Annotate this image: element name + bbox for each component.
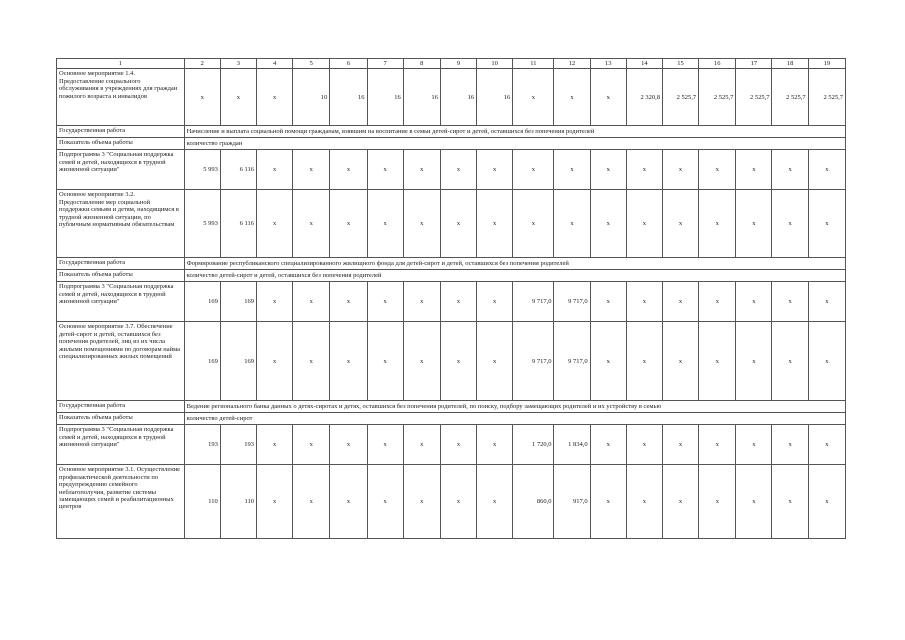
value-cell: x bbox=[330, 190, 367, 258]
value-cell: 169 bbox=[184, 282, 220, 322]
value-cell: x bbox=[772, 150, 808, 190]
value-cell: x bbox=[367, 150, 403, 190]
row-name-cell: Основное мероприятие 3.2. Предоставление мер социальной поддержки семьям и детям, находящимся в трудной жизненной ситуации, по публичным нормативным обязательствам bbox=[57, 190, 185, 258]
value-cell: x bbox=[626, 190, 662, 258]
value-cell: x bbox=[256, 425, 292, 465]
value-cell: 860,0 bbox=[513, 465, 554, 539]
work-description-row bbox=[57, 401, 846, 413]
value-cell: x bbox=[256, 150, 292, 190]
value-cell: x bbox=[403, 465, 440, 539]
value-cell: 110 bbox=[220, 465, 256, 539]
value-cell: x bbox=[440, 282, 476, 322]
work-description-cell: Ведение регионального банка данных о детях-сиротах и детях, оставшихся без попечения родителей, по поиску, подбору замещающих родителей и их устройству в семью bbox=[184, 401, 845, 413]
value-cell: x bbox=[590, 69, 626, 126]
value-cell: x bbox=[699, 150, 736, 190]
value-cell: x bbox=[626, 282, 662, 322]
row-name-cell: Показатель объема работы bbox=[57, 138, 185, 150]
value-cell: x bbox=[184, 69, 220, 126]
value-cell: x bbox=[772, 425, 808, 465]
value-cell: x bbox=[403, 190, 440, 258]
value-cell: x bbox=[256, 465, 292, 539]
value-cell: x bbox=[590, 190, 626, 258]
value-cell: x bbox=[662, 322, 698, 401]
value-cell: x bbox=[440, 190, 476, 258]
value-cell: x bbox=[662, 465, 698, 539]
value-cell: 193 bbox=[184, 425, 220, 465]
value-cell: x bbox=[403, 425, 440, 465]
work-description-cell: количество граждан bbox=[184, 138, 845, 150]
value-cell: x bbox=[293, 322, 330, 401]
value-cell: x bbox=[477, 465, 513, 539]
value-cell: x bbox=[736, 465, 772, 539]
row-name-cell: Подпрограмма 3 "Социальная поддержка семей и детей, находящихся в трудной жизненной ситуации" bbox=[57, 282, 185, 322]
value-cell: 16 bbox=[367, 69, 403, 126]
value-cell: x bbox=[293, 282, 330, 322]
work-description-row bbox=[57, 270, 846, 282]
value-cell: x bbox=[699, 282, 736, 322]
value-cell: x bbox=[330, 322, 367, 401]
value-cell: x bbox=[403, 282, 440, 322]
value-cell: x bbox=[256, 282, 292, 322]
row-name-cell: Основное мероприятие 3.7. Обеспечение детей-сирот и детей, оставшихся без попечения родителей, лиц из их числа жилыми помещениями по договорам найма специализированных жилых помещений bbox=[57, 322, 185, 401]
column-number-cell: 6 bbox=[330, 59, 367, 69]
column-number-cell: 9 bbox=[440, 59, 476, 69]
value-cell: x bbox=[330, 150, 367, 190]
value-cell: x bbox=[513, 69, 554, 126]
value-cell: x bbox=[330, 425, 367, 465]
column-number-cell: 10 bbox=[477, 59, 513, 69]
row-name-cell: Основное мероприятие 1.4. Предоставление социального обслуживания в учреждениях для граждан пожилого возраста и инвалидов bbox=[57, 69, 185, 126]
column-number-cell: 15 bbox=[662, 59, 698, 69]
value-cell: 16 bbox=[403, 69, 440, 126]
value-cell: 2 525,7 bbox=[808, 69, 845, 126]
column-number-cell: 5 bbox=[293, 59, 330, 69]
value-cell: 169 bbox=[220, 322, 256, 401]
column-number-cell: 16 bbox=[699, 59, 736, 69]
value-cell: x bbox=[736, 190, 772, 258]
value-cell: 193 bbox=[220, 425, 256, 465]
value-cell: 2 525,7 bbox=[772, 69, 808, 126]
value-cell: x bbox=[477, 150, 513, 190]
value-cell: x bbox=[772, 465, 808, 539]
row-name-cell: Основное мероприятие 3.1. Осуществление профилактической деятельности по предупреждению семейного неблагополучия, развитие системы замещающих семей и реабилитационных центров bbox=[57, 465, 185, 539]
row-name-cell: Государственная работа bbox=[57, 401, 185, 413]
value-cell: x bbox=[440, 322, 476, 401]
value-cell: x bbox=[699, 322, 736, 401]
value-cell: 6 116 bbox=[220, 150, 256, 190]
value-cell: 9 717,0 bbox=[554, 322, 590, 401]
value-cell: x bbox=[513, 190, 554, 258]
value-cell: x bbox=[256, 322, 292, 401]
column-number-cell: 11 bbox=[513, 59, 554, 69]
value-cell: 110 bbox=[184, 465, 220, 539]
indicators-table bbox=[56, 58, 846, 539]
work-description-cell: количество детей-сирот bbox=[184, 413, 845, 425]
value-cell: x bbox=[772, 190, 808, 258]
value-cell: x bbox=[662, 282, 698, 322]
column-number-cell: 8 bbox=[403, 59, 440, 69]
work-description-cell: Начисление и выплата социальной помощи гражданам, взявшим на воспитание в семьи детей-сирот и детей, оставшихся без попечения родителей bbox=[184, 126, 845, 138]
table-row bbox=[57, 322, 846, 401]
column-number-cell: 1 bbox=[57, 59, 185, 69]
value-cell: x bbox=[699, 190, 736, 258]
value-cell: 917,0 bbox=[554, 465, 590, 539]
value-cell: x bbox=[808, 150, 845, 190]
value-cell: 169 bbox=[184, 322, 220, 401]
value-cell: x bbox=[367, 465, 403, 539]
value-cell: x bbox=[367, 190, 403, 258]
value-cell: 1 834,0 bbox=[554, 425, 590, 465]
value-cell: x bbox=[662, 425, 698, 465]
work-description-row bbox=[57, 138, 846, 150]
value-cell: 16 bbox=[440, 69, 476, 126]
value-cell: 16 bbox=[330, 69, 367, 126]
table-row bbox=[57, 282, 846, 322]
value-cell: 2 525,7 bbox=[662, 69, 698, 126]
value-cell: x bbox=[367, 425, 403, 465]
value-cell: x bbox=[590, 282, 626, 322]
value-cell: x bbox=[736, 322, 772, 401]
table-row bbox=[57, 425, 846, 465]
value-cell: x bbox=[626, 425, 662, 465]
column-number-cell: 4 bbox=[256, 59, 292, 69]
value-cell: 9 717,0 bbox=[513, 322, 554, 401]
value-cell: x bbox=[513, 150, 554, 190]
value-cell: x bbox=[736, 425, 772, 465]
header-row bbox=[57, 59, 846, 69]
column-number-cell: 18 bbox=[772, 59, 808, 69]
value-cell: 10 bbox=[293, 69, 330, 126]
value-cell: 6 116 bbox=[220, 190, 256, 258]
value-cell: 2 320,8 bbox=[626, 69, 662, 126]
value-cell: x bbox=[736, 282, 772, 322]
column-number-cell: 19 bbox=[808, 59, 845, 69]
value-cell: x bbox=[662, 190, 698, 258]
value-cell: x bbox=[440, 150, 476, 190]
value-cell: x bbox=[220, 69, 256, 126]
value-cell: x bbox=[477, 322, 513, 401]
value-cell: x bbox=[808, 425, 845, 465]
row-name-cell: Подпрограмма 3 "Социальная поддержка семей и детей, находящихся в трудной жизненной ситуации" bbox=[57, 425, 185, 465]
column-number-cell: 3 bbox=[220, 59, 256, 69]
row-name-cell: Государственная работа bbox=[57, 126, 185, 138]
row-name-cell: Показатель объема работы bbox=[57, 270, 185, 282]
value-cell: x bbox=[293, 425, 330, 465]
column-number-cell: 12 bbox=[554, 59, 590, 69]
value-cell: 169 bbox=[220, 282, 256, 322]
value-cell: 5 993 bbox=[184, 190, 220, 258]
value-cell: x bbox=[330, 465, 367, 539]
value-cell: x bbox=[293, 465, 330, 539]
table-row bbox=[57, 69, 846, 126]
value-cell: x bbox=[330, 282, 367, 322]
document-page bbox=[56, 58, 846, 539]
value-cell: 16 bbox=[477, 69, 513, 126]
table-row bbox=[57, 150, 846, 190]
row-name-cell: Показатель объема работы bbox=[57, 413, 185, 425]
value-cell: x bbox=[403, 150, 440, 190]
value-cell: x bbox=[477, 282, 513, 322]
table-row bbox=[57, 190, 846, 258]
value-cell: x bbox=[590, 150, 626, 190]
value-cell: x bbox=[590, 465, 626, 539]
value-cell: 2 525,7 bbox=[736, 69, 772, 126]
value-cell: x bbox=[256, 69, 292, 126]
work-description-row bbox=[57, 258, 846, 270]
value-cell: x bbox=[256, 190, 292, 258]
value-cell: x bbox=[808, 282, 845, 322]
value-cell: x bbox=[699, 425, 736, 465]
value-cell: x bbox=[293, 190, 330, 258]
value-cell: 1 720,0 bbox=[513, 425, 554, 465]
value-cell: x bbox=[808, 322, 845, 401]
value-cell: 5 993 bbox=[184, 150, 220, 190]
value-cell: x bbox=[367, 282, 403, 322]
value-cell: x bbox=[403, 322, 440, 401]
value-cell: x bbox=[590, 425, 626, 465]
value-cell: x bbox=[367, 322, 403, 401]
row-name-cell: Государственная работа bbox=[57, 258, 185, 270]
value-cell: 9 717,0 bbox=[554, 282, 590, 322]
work-description-row bbox=[57, 126, 846, 138]
value-cell: x bbox=[590, 322, 626, 401]
value-cell: 9 717,0 bbox=[513, 282, 554, 322]
value-cell: x bbox=[554, 69, 590, 126]
value-cell: x bbox=[808, 190, 845, 258]
value-cell: x bbox=[626, 150, 662, 190]
value-cell: x bbox=[699, 465, 736, 539]
value-cell: x bbox=[808, 465, 845, 539]
value-cell: x bbox=[736, 150, 772, 190]
value-cell: x bbox=[293, 150, 330, 190]
row-name-cell: Подпрограмма 3 "Социальная поддержка семей и детей, находящихся в трудной жизненной ситуации" bbox=[57, 150, 185, 190]
value-cell: x bbox=[772, 282, 808, 322]
column-number-cell: 17 bbox=[736, 59, 772, 69]
column-number-cell: 2 bbox=[184, 59, 220, 69]
value-cell: x bbox=[440, 465, 476, 539]
work-description-cell: Формирование республиканского специализированного жилищного фонда для детей-сирот и детей, оставшихся без попечения родителей bbox=[184, 258, 845, 270]
value-cell: x bbox=[554, 150, 590, 190]
value-cell: x bbox=[554, 190, 590, 258]
value-cell: x bbox=[662, 150, 698, 190]
value-cell: x bbox=[477, 190, 513, 258]
value-cell: x bbox=[772, 322, 808, 401]
value-cell: x bbox=[440, 425, 476, 465]
work-description-cell: количество детей-сирот и детей, оставшихся без попечения родителей bbox=[184, 270, 845, 282]
table-row bbox=[57, 465, 846, 539]
column-number-cell: 7 bbox=[367, 59, 403, 69]
value-cell: x bbox=[477, 425, 513, 465]
table-body bbox=[57, 59, 846, 539]
value-cell: 2 525,7 bbox=[699, 69, 736, 126]
value-cell: x bbox=[626, 465, 662, 539]
column-number-cell: 14 bbox=[626, 59, 662, 69]
column-number-cell: 13 bbox=[590, 59, 626, 69]
value-cell: x bbox=[626, 322, 662, 401]
work-description-row bbox=[57, 413, 846, 425]
